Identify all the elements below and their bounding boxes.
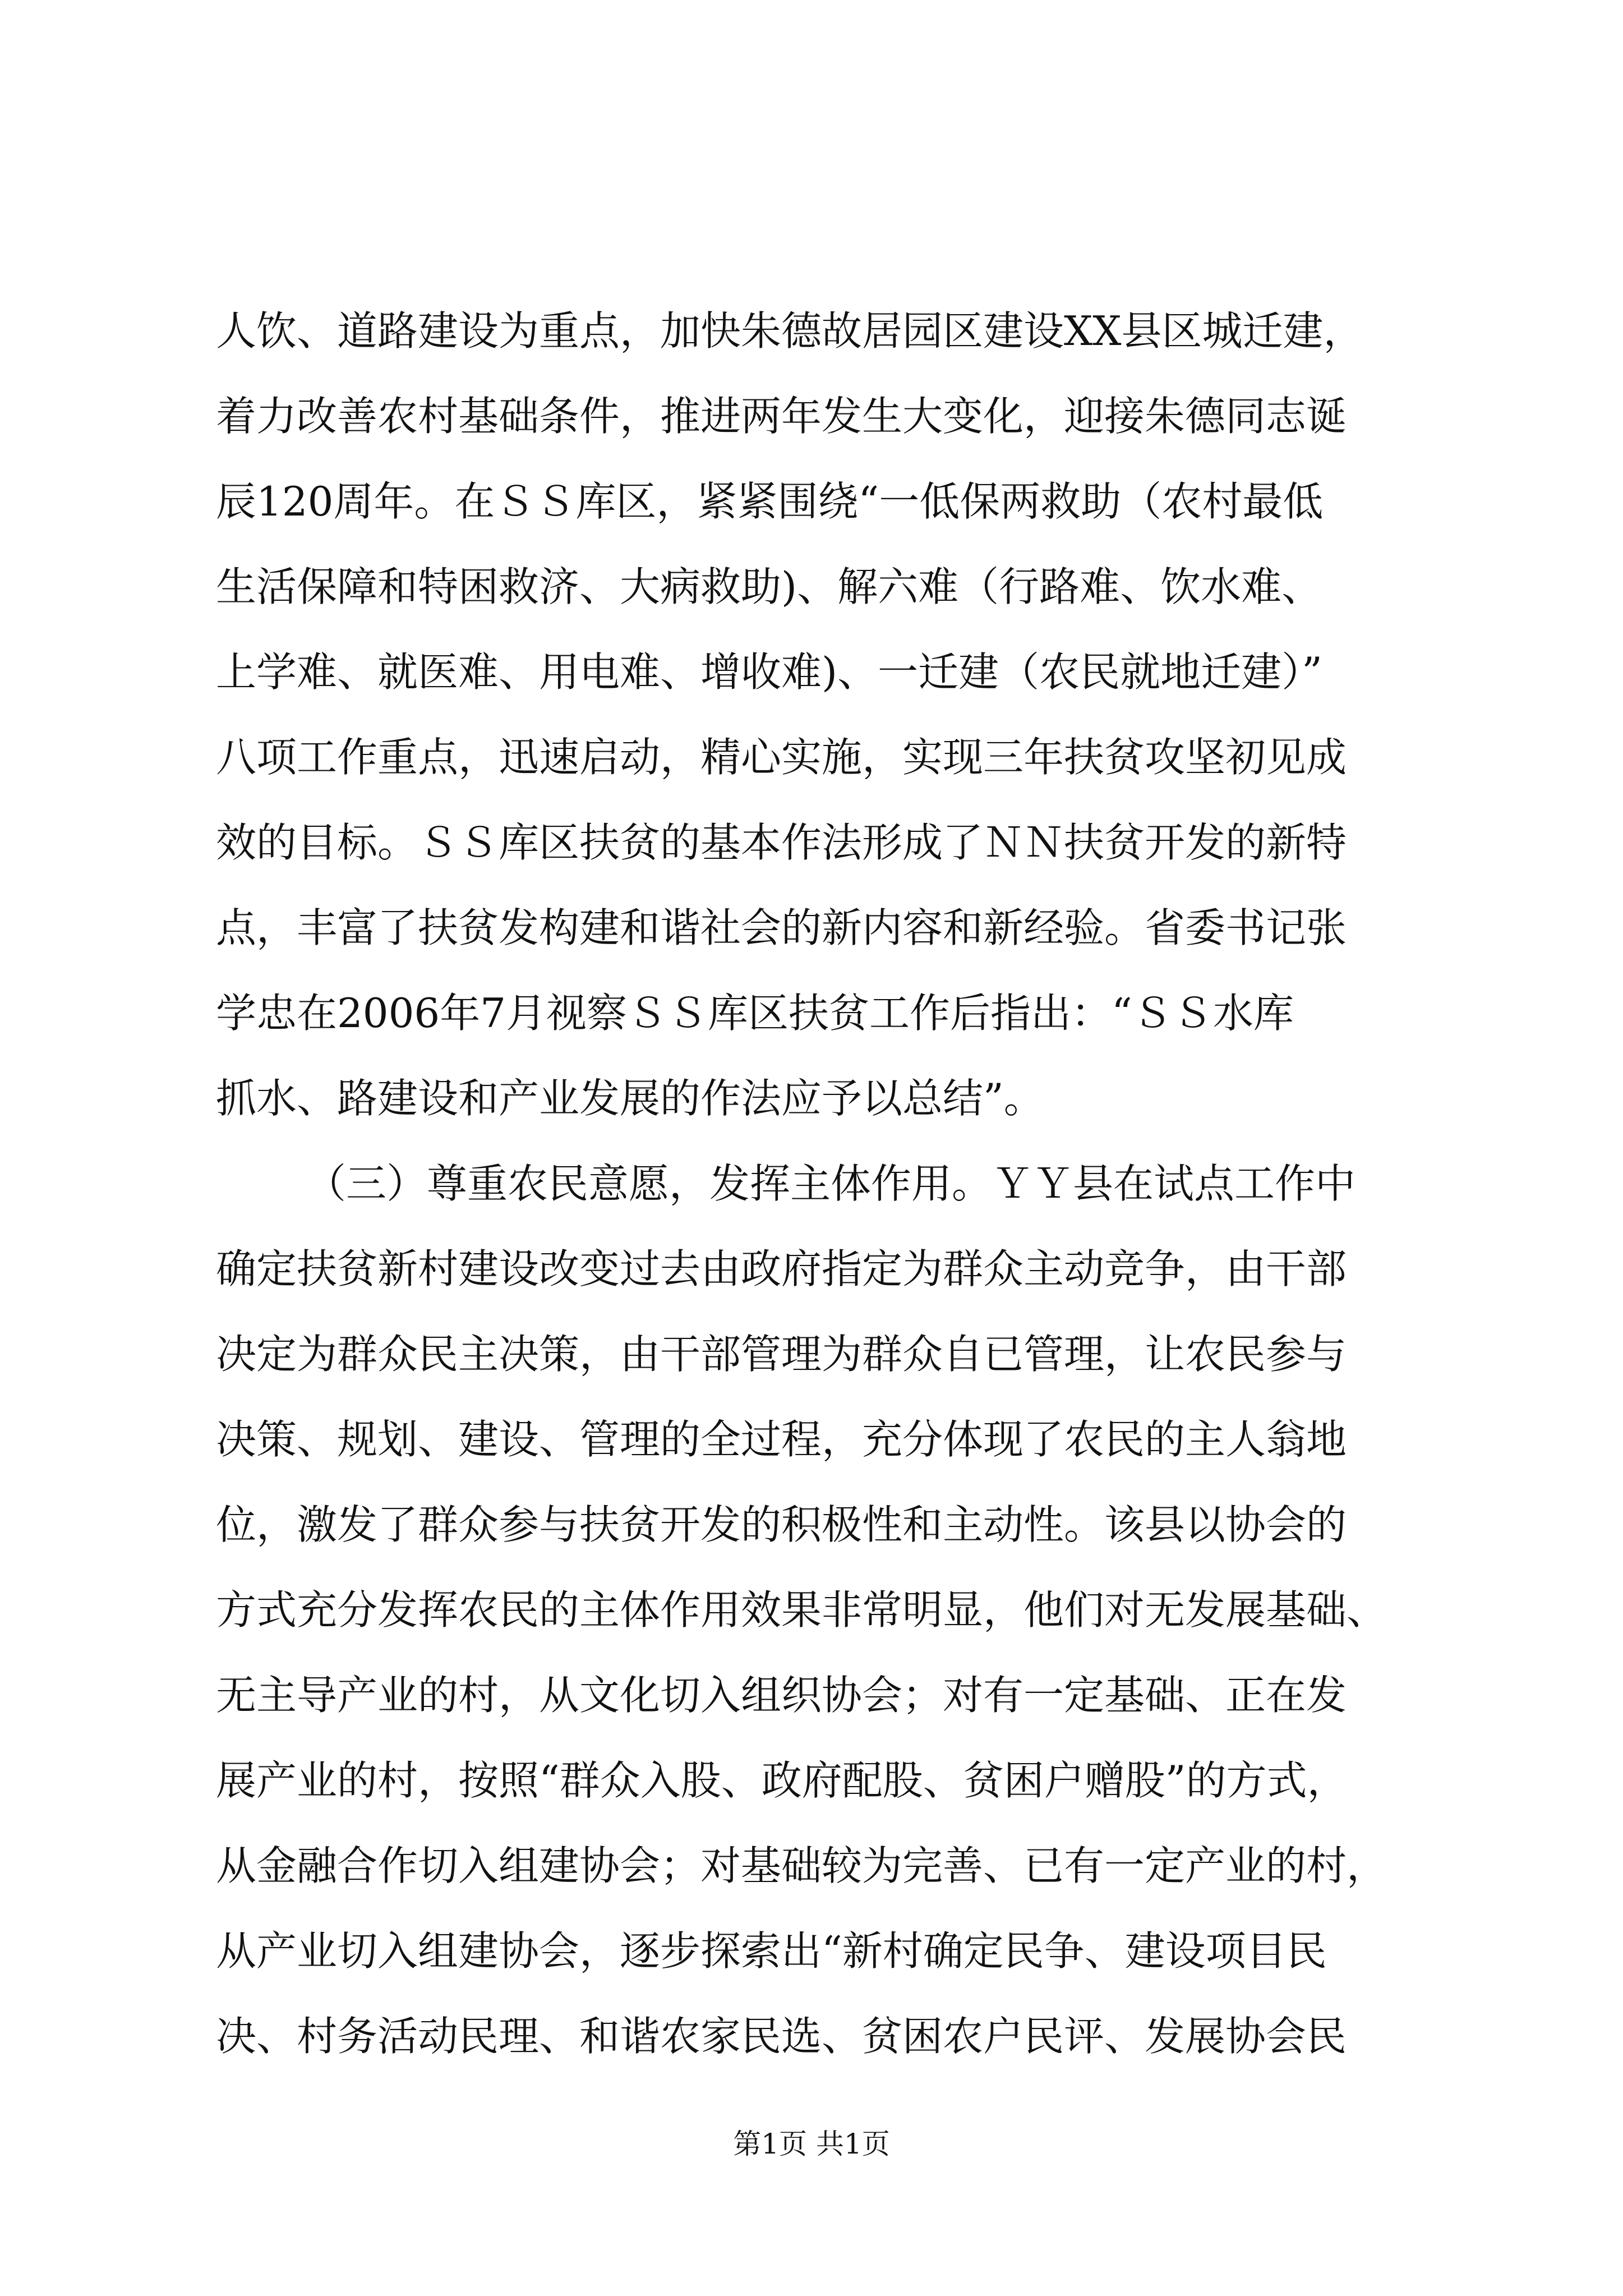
line-text: 上学难、就医难、用电难、增收难)、一迁建（农民就地迁建）” bbox=[216, 648, 1322, 696]
text-line-21 bbox=[0, 2003, 1623, 2070]
text-line-19 bbox=[0, 1832, 1623, 1899]
line-text: 决策、规划、建设、管理的全过程，充分体现了农民的主人翁地 bbox=[216, 1416, 1347, 1463]
text-line-14 bbox=[0, 1406, 1623, 1473]
line-text: 决、村务活动民理、和谐农家民选、贫困农户民评、发展协会民 bbox=[216, 2013, 1347, 2060]
line-text: 从金融合作切入组建协会；对基础较为完善、已有一定产业的村， bbox=[216, 1842, 1387, 1889]
line-text: （三）尊重农民意愿，发挥主体作用。ＹＹ县在试点工作中 bbox=[306, 1160, 1356, 1207]
line-text: 确定扶贫新村建设改变过去由政府指定为群众主动竞争，由干部 bbox=[216, 1245, 1347, 1292]
line-text: 位，激发了群众参与扶贫开发的积极性和主动性。该县以协会的 bbox=[216, 1501, 1347, 1548]
text-line-4 bbox=[0, 553, 1623, 620]
text-line-16 bbox=[0, 1576, 1623, 1644]
line-text: 学忠在2006年7月视察ＳＳ库区扶贫工作后指出：“ＳＳ水库 bbox=[216, 990, 1294, 1037]
line-text: 决定为群众民主决策，由干部管理为群众自已管理，让农民参与 bbox=[216, 1331, 1347, 1378]
text-line-20 bbox=[0, 1917, 1623, 1985]
line-text: 八项工作重点，迅速启动，精心实施，实现三年扶贫攻坚初见成 bbox=[216, 734, 1347, 781]
text-line-15 bbox=[0, 1491, 1623, 1558]
line-text: 方式充分发挥农民的主体作用效果非常明显，他们对无发展基础、 bbox=[216, 1586, 1387, 1634]
text-line-13 bbox=[0, 1320, 1623, 1388]
line-text: 无主导产业的村，从文化切入组织协会；对有一定基础、正在发 bbox=[216, 1672, 1347, 1719]
page-number-label: 第1页 共1页 bbox=[733, 2128, 890, 2160]
text-line-17 bbox=[0, 1662, 1623, 1729]
text-line-9 bbox=[0, 979, 1623, 1047]
line-text: 效的目标。ＳＳ库区扶贫的基本作法形成了ＮＮ扶贫开发的新特 bbox=[216, 819, 1347, 866]
text-line-2 bbox=[0, 383, 1623, 450]
text-line-18 bbox=[0, 1747, 1623, 1814]
text-line-11 bbox=[0, 1150, 1623, 1217]
text-line-6 bbox=[0, 724, 1623, 791]
page-footer bbox=[0, 2122, 1623, 2166]
line-text: 抓水、路建设和产业发展的作法应予以总结”。 bbox=[216, 1075, 1044, 1122]
text-line-3 bbox=[0, 468, 1623, 535]
line-text: 辰120周年。在ＳＳ库区，紧紧围绕“一低保两救助（农村最低 bbox=[216, 478, 1324, 525]
text-line-5 bbox=[0, 638, 1623, 706]
line-text: 点，丰富了扶贫发构建和谐社会的新内容和新经验。省委书记张 bbox=[216, 904, 1347, 951]
text-line-12 bbox=[0, 1235, 1623, 1303]
text-line-10 bbox=[0, 1065, 1623, 1132]
line-text: 生活保障和特困救济、大病救助)、解六难（行路难、饮水难、 bbox=[216, 563, 1322, 610]
line-text: 人饮、道路建设为重点，加快朱德故居园区建设XX县区城迁建， bbox=[216, 307, 1364, 355]
text-line-8 bbox=[0, 894, 1623, 961]
text-line-1 bbox=[0, 297, 1623, 365]
line-text: 从产业切入组建协会，逐步探索出“新村确定民争、建设项目民 bbox=[216, 1927, 1327, 1975]
line-text: 着力改善农村基础条件，推进两年发生大变化，迎接朱德同志诞 bbox=[216, 393, 1347, 440]
text-line-7 bbox=[0, 809, 1623, 876]
line-text: 展产业的村，按照“群众入股、政府配股、贫困户赠股”的方式， bbox=[216, 1757, 1348, 1804]
